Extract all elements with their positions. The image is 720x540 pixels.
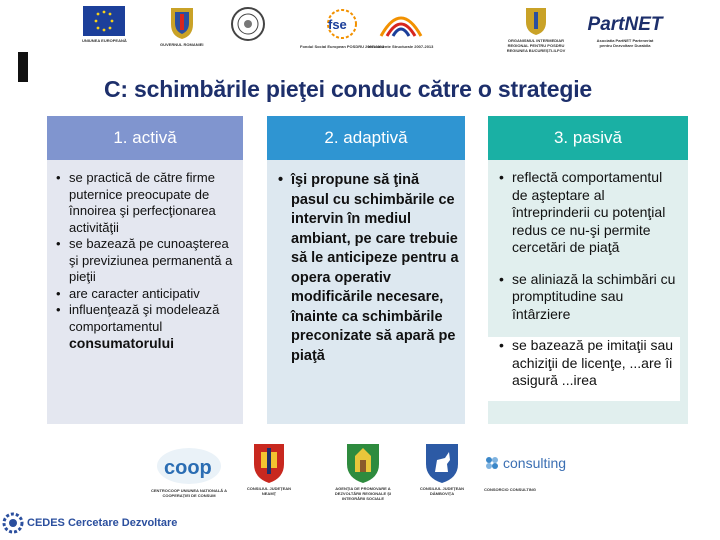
dambovita-crest-icon (423, 442, 461, 484)
consulting-mark-icon (484, 455, 500, 471)
svg-text:fse: fse (328, 17, 347, 32)
list-item: • se aliniază la schimbări cu promptitudine sau întârziere (498, 271, 680, 324)
round-seal-icon (230, 6, 266, 42)
dambovita-crest-logo: CONSILIUL JUDEŢEAN DÂMBOVIŢA (414, 442, 470, 496)
column-active-trailing-text: consumatorului (69, 335, 175, 351)
cedes-logo (2, 512, 177, 534)
partnet-logo: PartNET Asociatia PartNET Parteneriat pentru Dezvoltare Durabila (587, 14, 663, 48)
neamt-crest-icon (251, 442, 287, 484)
list-item: • îşi propune să ţină pasul cu schimbările ce intervin în mediul ambiant, pe care trebuie să le anticipeze pentru a opera operativ modificările necesare, înainte ca schimbările preconizate să apară pe piaţă (277, 171, 459, 366)
structural-instruments-icon (377, 6, 425, 42)
consulting-logo: consulting CONSORCIO CONSULTING (484, 455, 567, 492)
government-crest-icon (167, 6, 197, 40)
fse-logo: fse Fondul Social European POSDRU 2007-2013 (300, 6, 384, 49)
coop-logo: coop CENTROCOOP UNIUNEA NATIONALĂ A COOPERAŢIEI DE CONSUM (148, 444, 230, 498)
column-active-header: 1. activă (47, 116, 243, 160)
svg-text:coop: coop (164, 457, 212, 479)
column-active-body (47, 160, 243, 424)
government-logo: GUVERNUL ROMANIEI (160, 6, 203, 47)
list-item: • se bazează pe imitaţii sau achiziţii de licenţe, ...are îi asigură ...irea (486, 337, 680, 401)
organism-crest-icon (523, 6, 549, 36)
seal-logo (230, 6, 266, 42)
eu-flag-icon (83, 6, 125, 36)
list-item: • se practică de către firme puternice preocupate de înnoirea şi perfecţionarea activităţii (55, 170, 237, 236)
list-item: • are caracter anticipativ (55, 286, 237, 303)
cedes-wordmark: CEDES Cercetare Dezvoltare (27, 517, 178, 529)
column-passive-body (488, 160, 688, 424)
column-passive (488, 116, 688, 424)
neamt-crest-logo: CONSILIUL JUDEŢEAN NEAMŢ (246, 442, 292, 496)
agency-crest-logo: AGENŢIA DE PROMOVARE A DEZVOLTĂRII REGIONALE ŞI INTEGRĂRII SOCIALE (328, 442, 398, 501)
organism-logo: ORGANISMUL INTERMEDIAR REGIONAL PENTRU POSDRU REGIUNEA BUCUREŞTI-ILFOV (506, 6, 566, 53)
list-item: • reflectă comportamentul de aşteptare al întreprinderii cu potenţial redus ce nu-şi permite cercetări de piaţă (498, 169, 680, 257)
agency-crest-icon (343, 442, 383, 484)
eu-flag-logo: UNIUNEA EUROPEANĂ (82, 6, 127, 43)
slide-title: C: schimbările pieţei conduc către o strategie (104, 76, 593, 102)
column-adaptive-list (267, 160, 465, 366)
column-adaptive-header: 2. adaptivă (267, 116, 465, 160)
cedes-gear-icon (2, 512, 24, 534)
column-adaptive (267, 116, 465, 424)
consulting-wordmark: consulting (503, 455, 567, 471)
partnet-wordmark: PartNET (587, 14, 663, 35)
coop-icon (154, 444, 224, 486)
list-item: • se bazează pe cunoaşterea şi previziunea permanentă a pieţii (55, 236, 237, 286)
fse-icon (320, 6, 364, 42)
left-accent-bar (18, 52, 28, 82)
column-active-list (47, 160, 243, 335)
header-logo-strip (60, 6, 710, 76)
list-item: • influenţează şi modelează comportamentul (55, 302, 237, 335)
column-adaptive-body (267, 160, 465, 424)
column-passive-header: 3. pasivă (488, 116, 688, 160)
column-passive-list (488, 160, 688, 401)
structural-instruments-logo: Instrumente Structurale 2007-2013 (368, 6, 433, 49)
column-active (47, 116, 243, 424)
